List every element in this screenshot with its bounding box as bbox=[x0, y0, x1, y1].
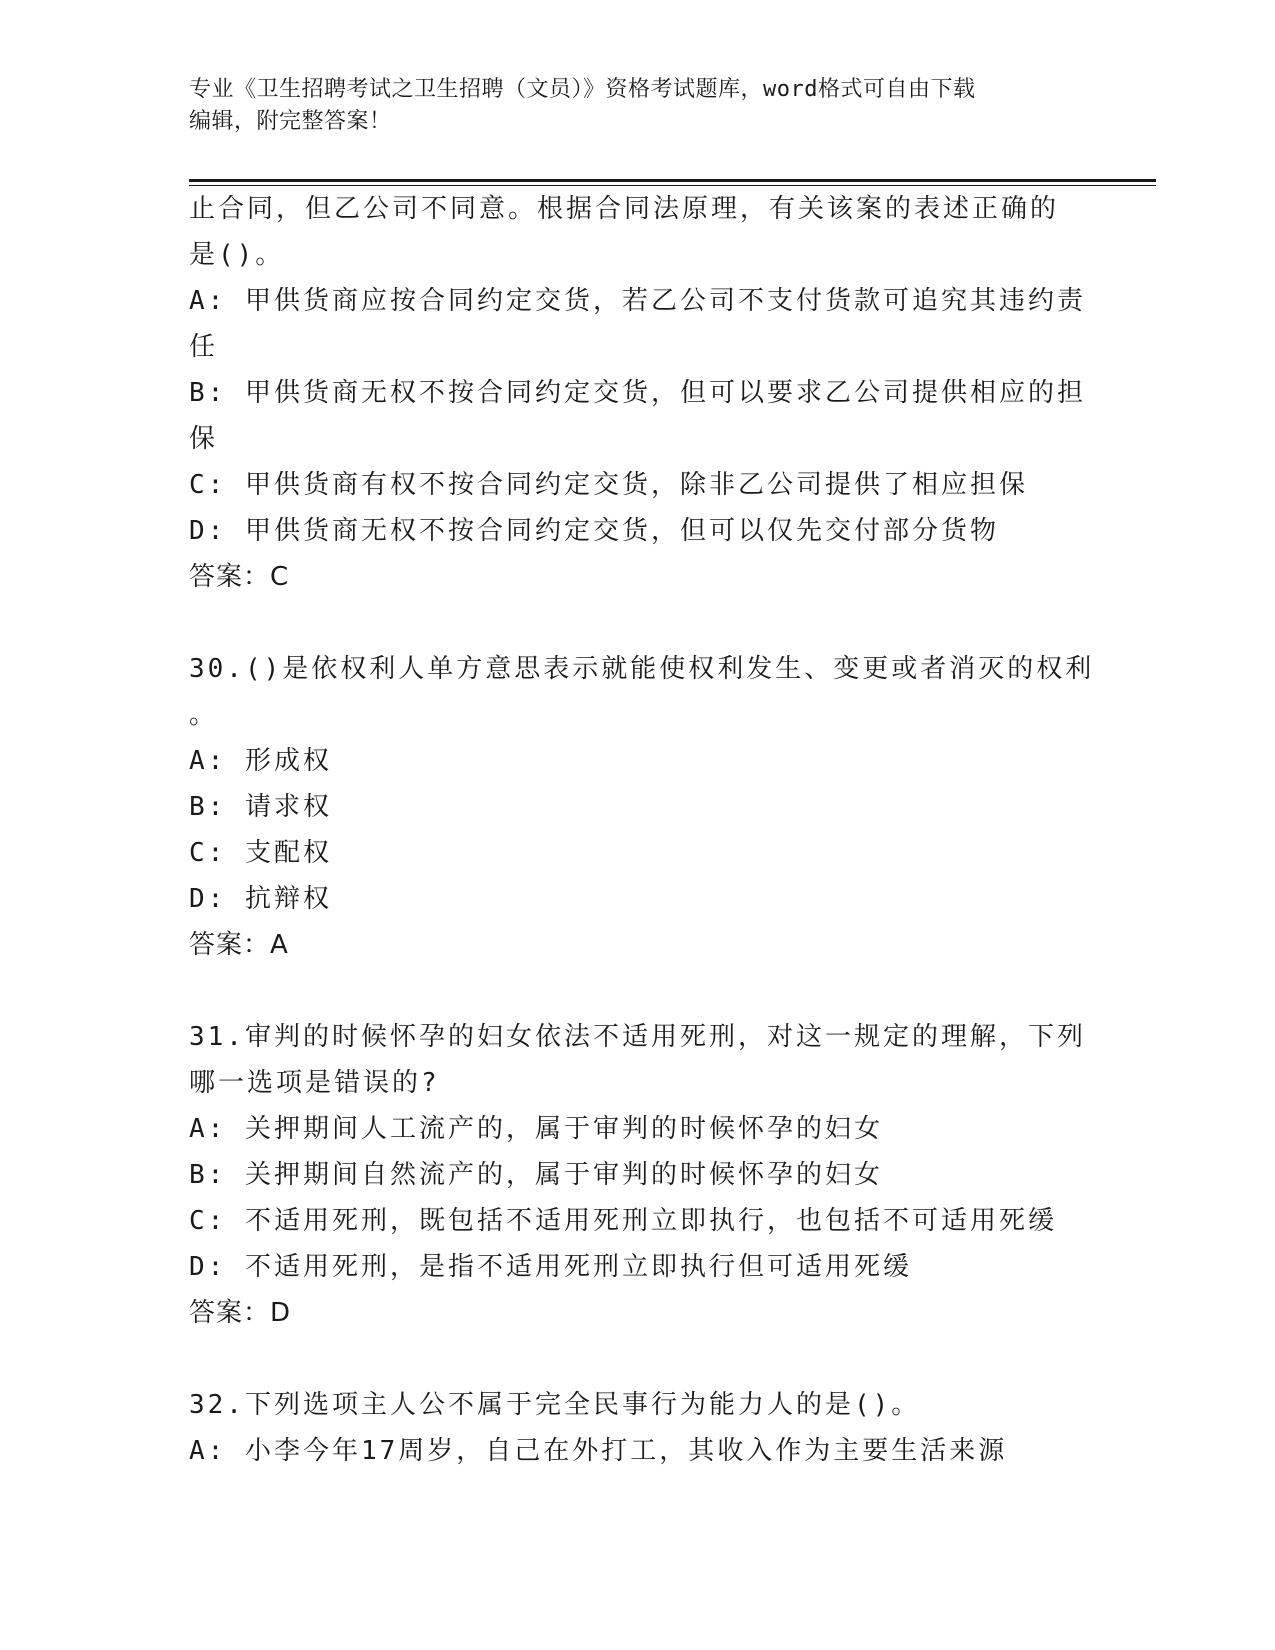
option-a: A: 小李今年17周岁，自己在外打工，其收入作为主要生活来源 bbox=[189, 1436, 1008, 1466]
question-spacer bbox=[189, 1336, 1089, 1382]
question-stem: 。 bbox=[189, 700, 219, 730]
option-c: C: 甲供货商有权不按合同约定交货，除非乙公司提供了相应担保 bbox=[189, 470, 1028, 500]
option-b-continued: 保 bbox=[189, 424, 219, 454]
option-b: B: 请求权 bbox=[189, 792, 332, 822]
question-32 bbox=[189, 1382, 1089, 1474]
header-divider-thick bbox=[189, 179, 1156, 182]
option-c: C: 不适用死刑，既包括不适用死刑立即执行，也包括不可适用死缓 bbox=[189, 1206, 1057, 1236]
question-stem: 32.下列选项主人公不属于完全民事行为能力人的是()。 bbox=[189, 1390, 921, 1420]
answer-label: 答案：A bbox=[189, 930, 289, 960]
option-d: D: 抗辩权 bbox=[189, 884, 332, 914]
question-stem: 哪一选项是错误的? bbox=[189, 1068, 440, 1098]
question-31 bbox=[189, 1014, 1089, 1336]
option-d: D: 甲供货商无权不按合同约定交货，但可以仅先交付部分货物 bbox=[189, 516, 999, 546]
header-line-2: 编辑，附完整答案！ bbox=[189, 109, 392, 134]
question-30 bbox=[189, 646, 1095, 968]
option-d: D: 不适用死刑，是指不适用死刑立即执行但可适用死缓 bbox=[189, 1252, 912, 1282]
question-29 bbox=[189, 186, 1089, 600]
option-c: C: 支配权 bbox=[189, 838, 332, 868]
question-spacer bbox=[189, 968, 1089, 1014]
answer-label: 答案：C bbox=[189, 562, 290, 592]
question-stem: 是()。 bbox=[189, 240, 285, 270]
option-a: A: 甲供货商应按合同约定交货，若乙公司不支付货款可追究其违约责 bbox=[189, 286, 1086, 316]
header-line-1: 专业《卫生招聘考试之卫生招聘（文员）》资格考试题库，word格式可自由下载 bbox=[189, 77, 976, 102]
question-stem: 31.审判的时候怀孕的妇女依法不适用死刑，对这一规定的理解，下列 bbox=[189, 1022, 1086, 1052]
question-stem: 30.()是依权利人单方意思表示就能使权利发生、变更或者消灭的权利 bbox=[189, 654, 1095, 684]
question-spacer bbox=[189, 600, 1089, 646]
question-content bbox=[189, 186, 1095, 1474]
answer-label: 答案：D bbox=[189, 1298, 292, 1328]
option-a-continued: 任 bbox=[189, 332, 219, 362]
option-b: B: 甲供货商无权不按合同约定交货，但可以要求乙公司提供相应的担 bbox=[189, 378, 1086, 408]
document-header bbox=[189, 74, 1069, 138]
option-a: A: 关押期间人工流产的，属于审判的时候怀孕的妇女 bbox=[189, 1114, 883, 1144]
option-a: A: 形成权 bbox=[189, 746, 332, 776]
question-stem: 止合同，但乙公司不同意。根据合同法原理，有关该案的表述正确的 bbox=[189, 194, 1060, 224]
option-b: B: 关押期间自然流产的，属于审判的时候怀孕的妇女 bbox=[189, 1160, 883, 1190]
